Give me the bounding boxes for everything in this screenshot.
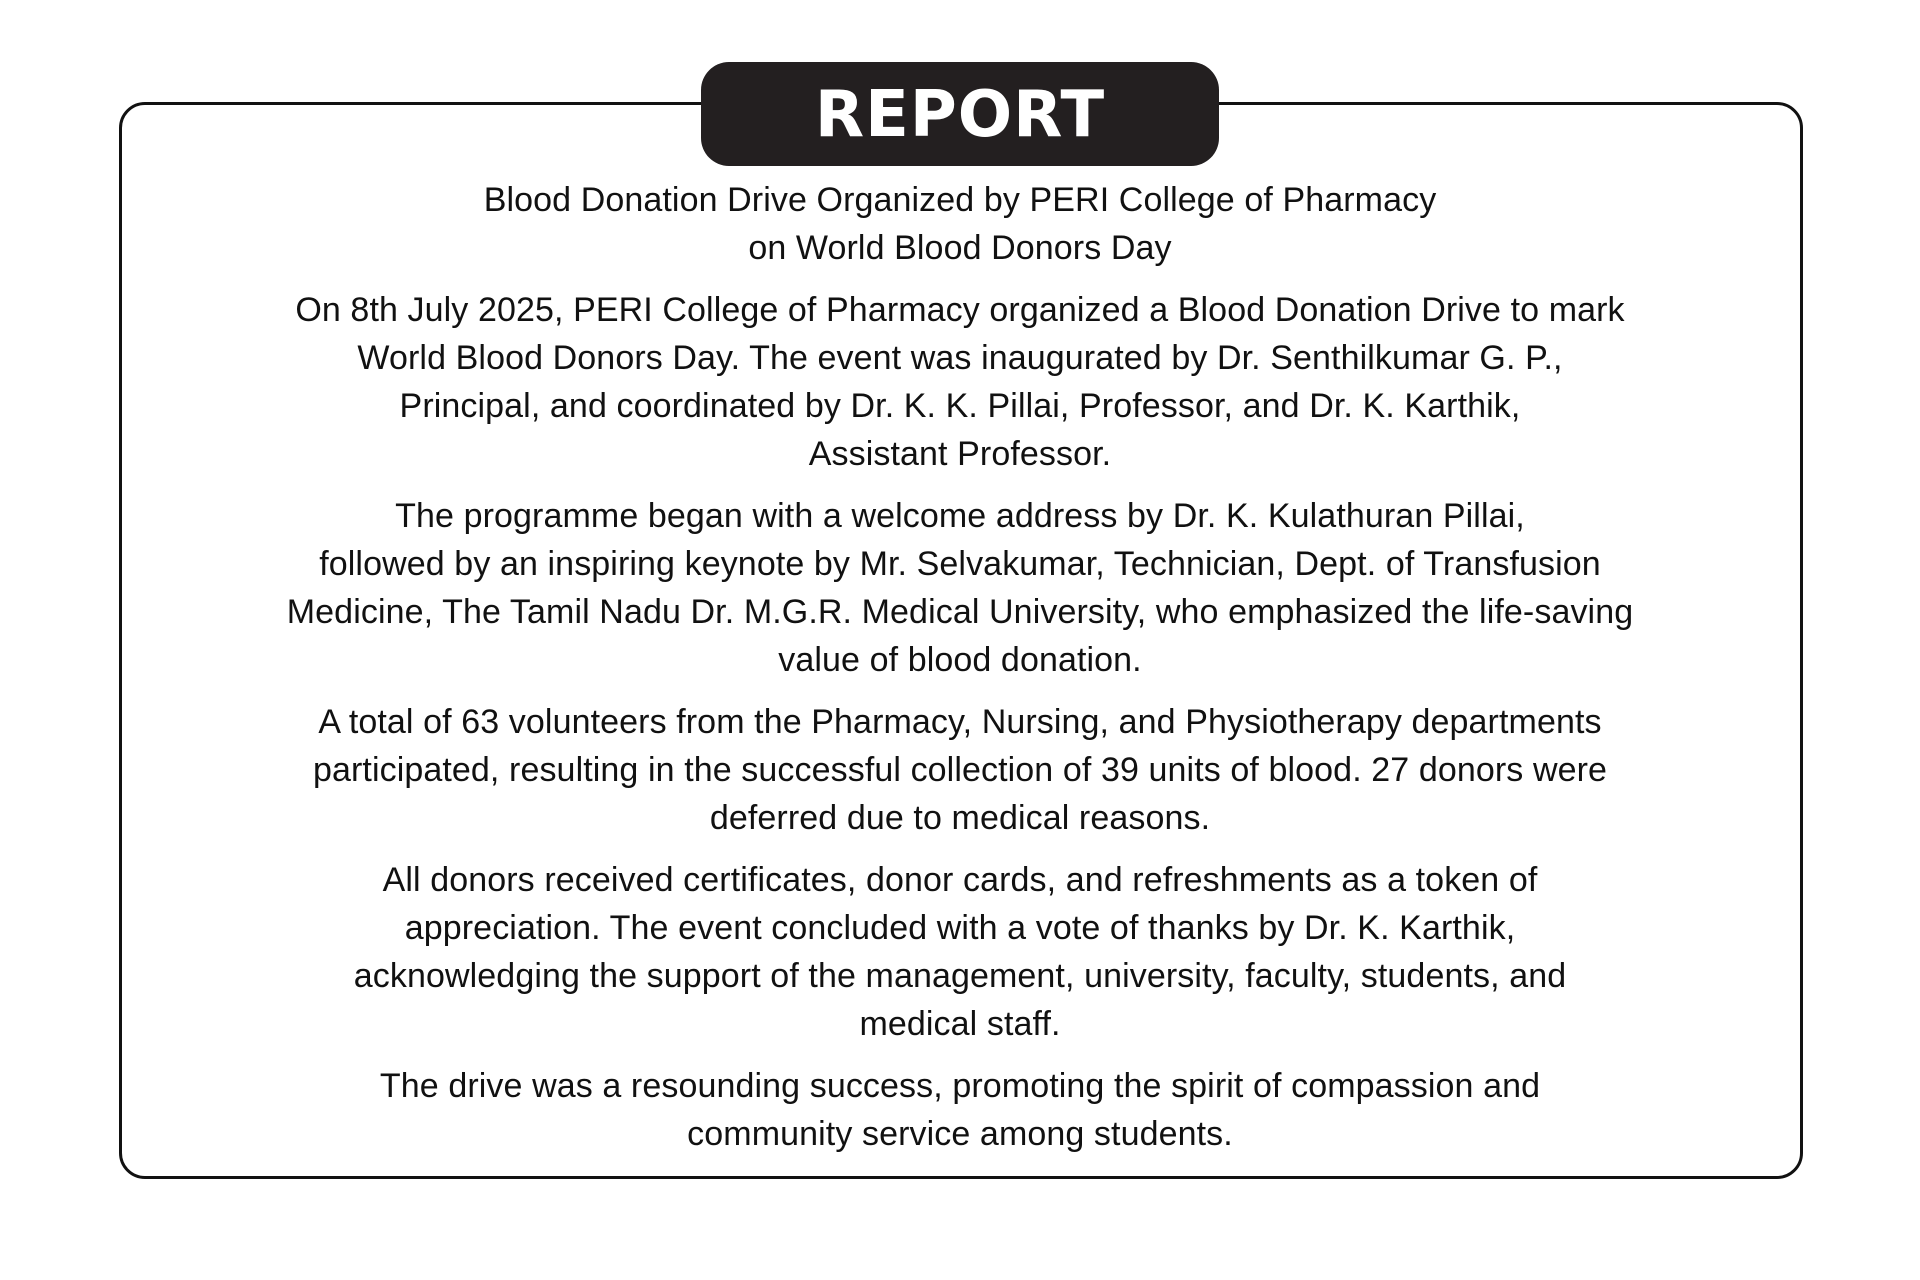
report-content: [150, 176, 1770, 1172]
paragraph-line: community service among students.: [687, 1115, 1233, 1153]
paragraph-line: appreciation. The event concluded with a vote of thanks by Dr. K. Karthik,: [404, 909, 1516, 947]
paragraph-line: value of blood donation.: [778, 641, 1142, 679]
paragraph-programme: [150, 492, 1770, 684]
paragraph-line: acknowledging the support of the management, university, faculty, students, and: [353, 957, 1567, 995]
paragraph-line: On 8th July 2025, PERI College of Pharmacy organized a Blood Donation Drive to mark: [295, 291, 1625, 329]
paragraph-line: deferred due to medical reasons.: [709, 799, 1211, 837]
paragraph-line: followed by an inspiring keynote by Mr. Selvakumar, Technician, Dept. of Transfusion: [319, 545, 1601, 583]
paragraph-line: Principal, and coordinated by Dr. K. K. Pillai, Professor, and Dr. K. Karthik,: [399, 387, 1521, 425]
paragraph-appreciation: [150, 856, 1770, 1048]
paragraph-participation: [150, 698, 1770, 842]
paragraph-line: A total of 63 volunteers from the Pharmacy, Nursing, and Physiotherapy departments: [318, 703, 1602, 741]
report-badge: [701, 62, 1219, 166]
paragraph-line: World Blood Donors Day. The event was inaugurated by Dr. Senthilkumar G. P.,: [357, 339, 1563, 377]
title-line: Blood Donation Drive Organized by PERI College of Pharmacy: [483, 181, 1437, 219]
paragraph-line: participated, resulting in the successful collection of 39 units of blood. 27 donors were: [312, 751, 1608, 789]
paragraph-event-overview: [150, 286, 1770, 478]
report-title: [150, 176, 1770, 272]
paragraph-line: The drive was a resounding success, promoting the spirit of compassion and: [379, 1067, 1541, 1105]
paragraph-conclusion: [150, 1062, 1770, 1158]
title-line: on World Blood Donors Day: [748, 229, 1172, 267]
paragraph-line: All donors received certificates, donor cards, and refreshments as a token of: [382, 861, 1538, 899]
paragraph-line: Assistant Professor.: [808, 435, 1112, 473]
report-badge-label: REPORT: [814, 78, 1106, 152]
paragraph-line: The programme began with a welcome address by Dr. K. Kulathuran Pillai,: [395, 497, 1525, 535]
paragraph-line: medical staff.: [859, 1005, 1061, 1043]
paragraph-line: Medicine, The Tamil Nadu Dr. M.G.R. Medical University, who emphasized the life-saving: [286, 593, 1634, 631]
